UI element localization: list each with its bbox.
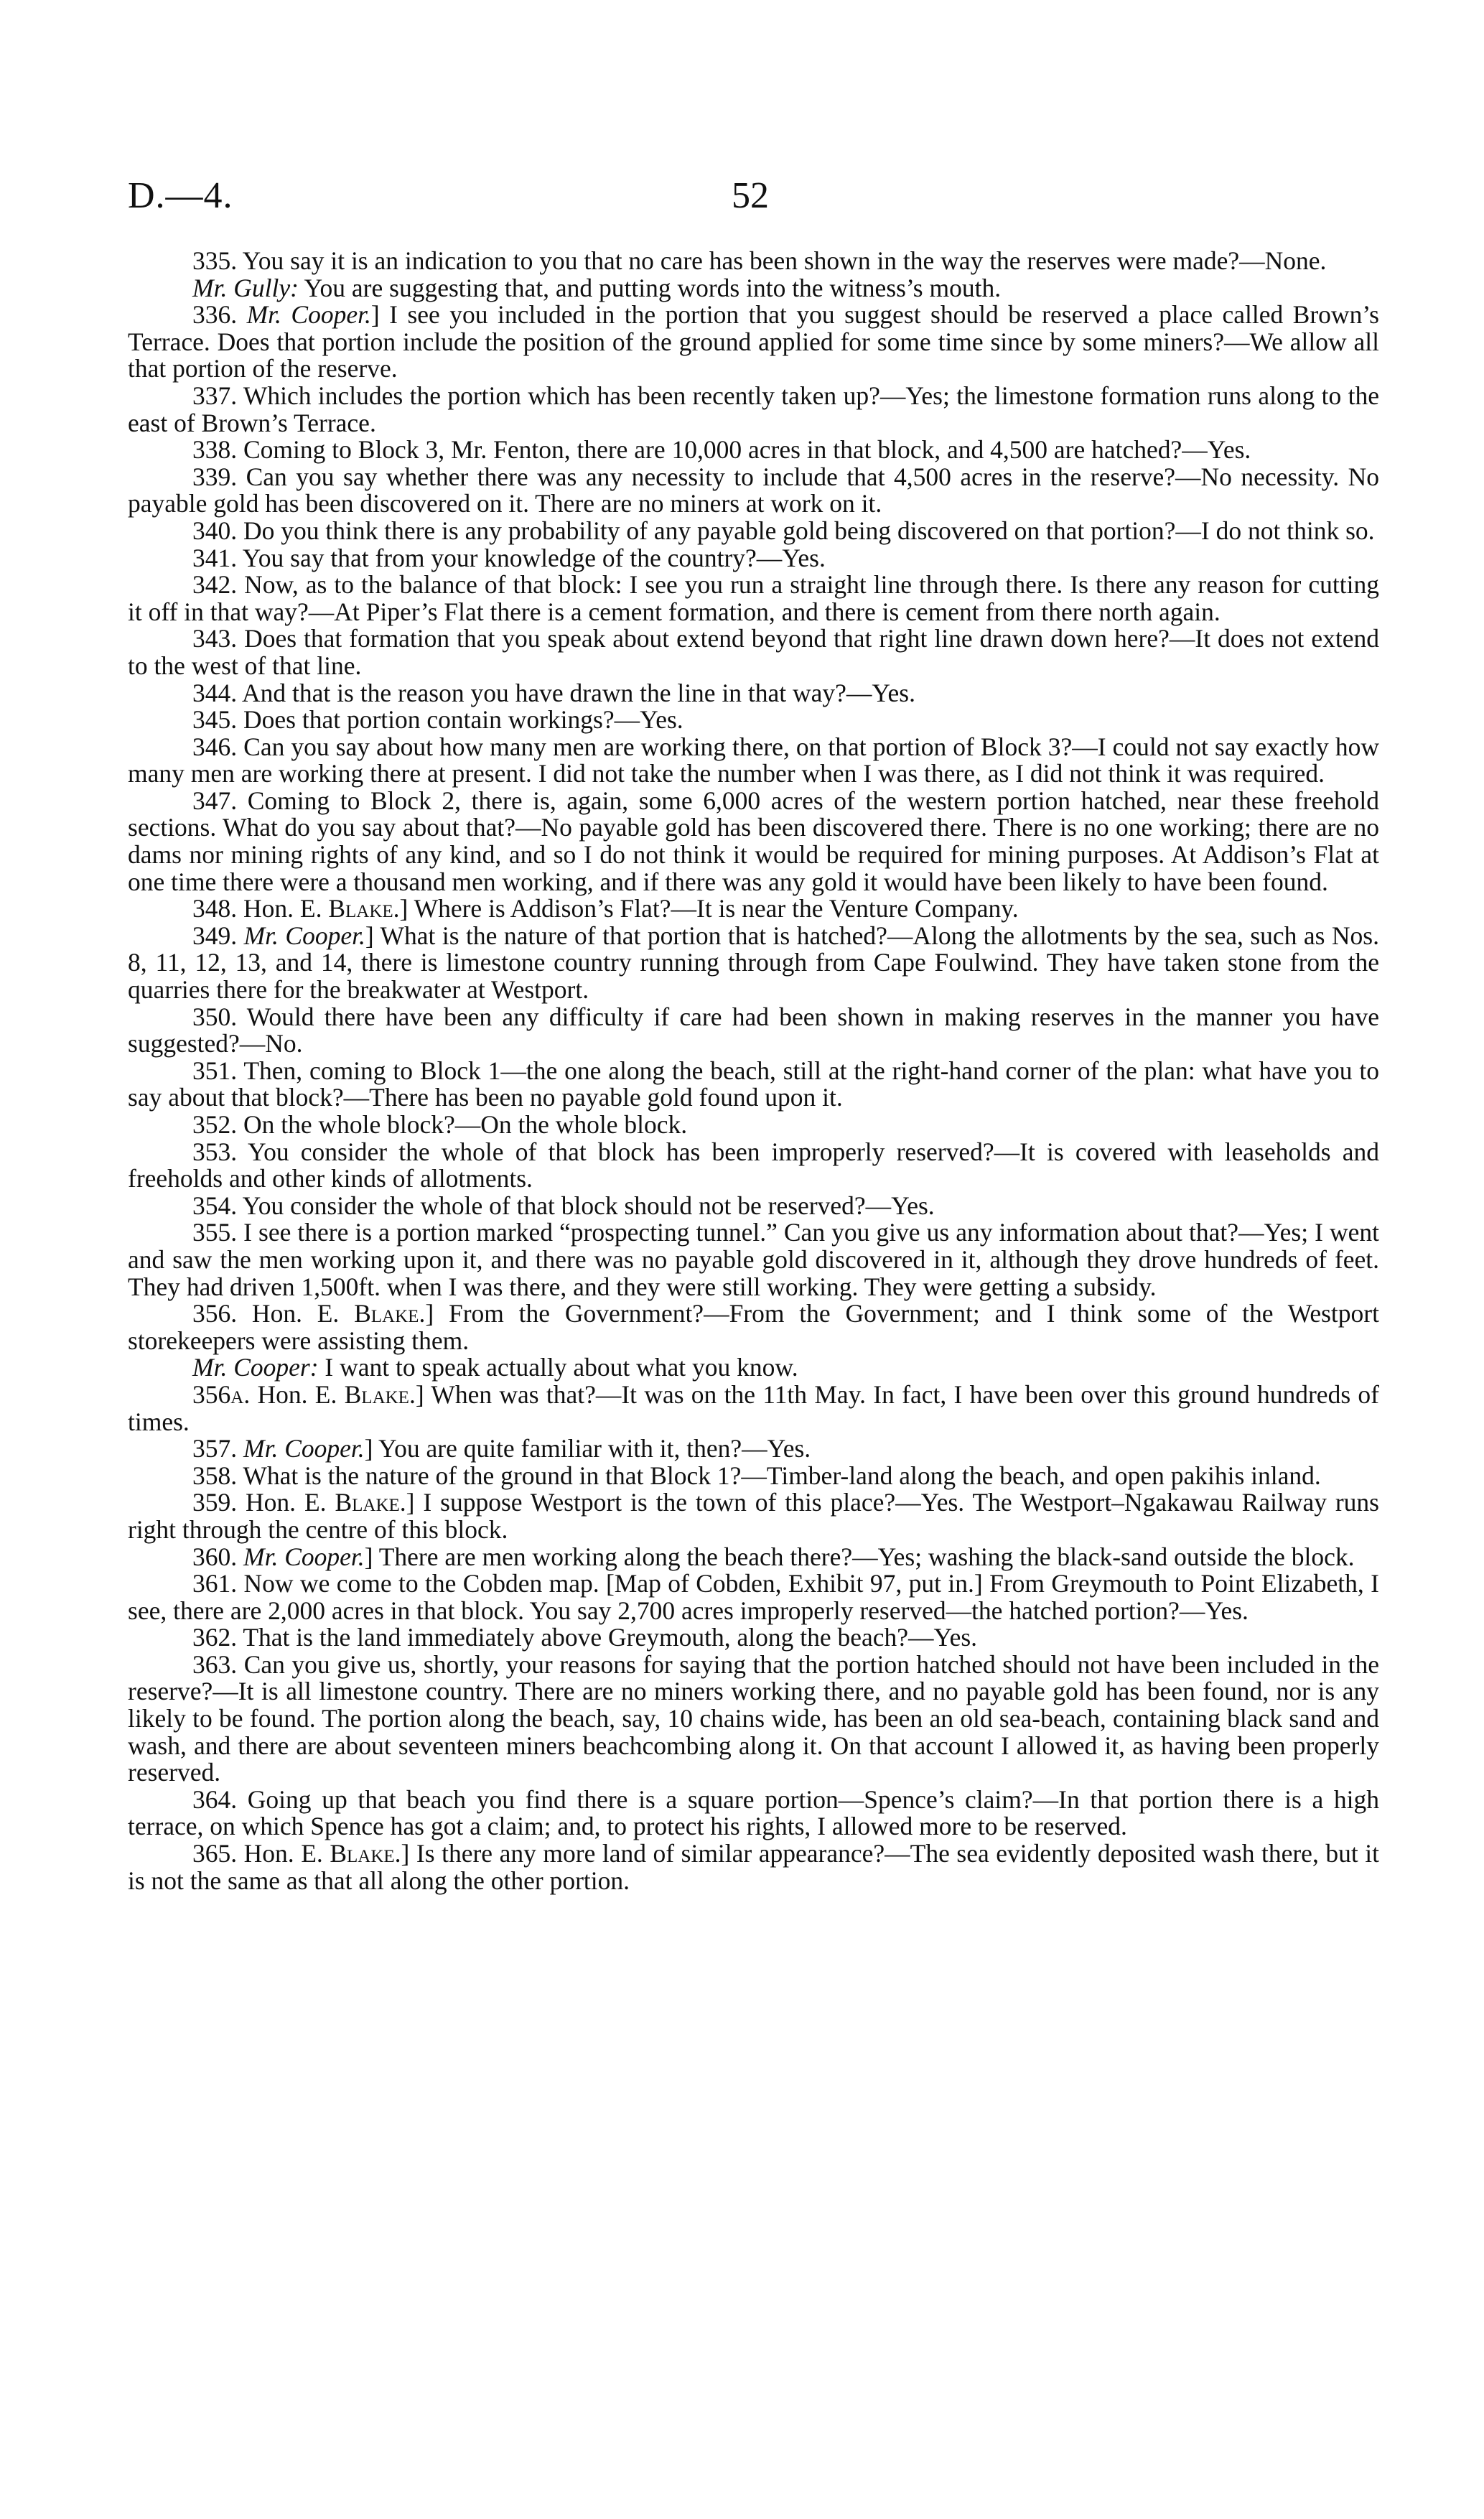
paragraph-text: 352. On the whole block?—On the whole block. [192, 1110, 688, 1139]
paragraph [128, 437, 1379, 464]
page-header [128, 174, 1381, 225]
paragraph-text: ] What is the nature of that portion that is hatched?—Along the allotments by the sea, such as Nos. 8, 11, 12, 13, and 14, there is limestone country running through from Cape Foulwind. They have taken stone from the quarries there for the breakwater at Westport. [128, 921, 1379, 1005]
paragraph-text: 365. Hon. E. [192, 1839, 330, 1868]
paragraph [128, 518, 1379, 545]
paragraph [128, 302, 1379, 383]
paragraph-text: 349. [192, 921, 244, 950]
paragraph-text: 359. Hon. E. [192, 1488, 335, 1517]
evidence-transcript [128, 248, 1379, 1894]
speaker-name: Mr. Cooper. [243, 921, 365, 950]
paragraph-text: 353. You consider the whole of that block has been improperly reserved?—It is covered with leaseholds and freeholds and other kinds of allotments. [128, 1137, 1379, 1193]
paragraph [128, 1300, 1379, 1354]
paragraph-text: .] From the Government?—From the Government; and I think some of the Westport storekeepers were assisting them. [128, 1299, 1379, 1355]
paragraph [128, 788, 1379, 895]
paragraph [128, 1058, 1379, 1112]
paragraph [128, 275, 1379, 302]
paragraph [128, 680, 1379, 707]
speaker-name: Mr. Cooper. [243, 1434, 365, 1463]
paragraph-text: 360. [192, 1542, 243, 1571]
paragraph [128, 1193, 1379, 1220]
paragraph [128, 707, 1379, 734]
paragraph-text: 357. [192, 1434, 243, 1463]
paragraph [128, 1112, 1379, 1139]
paragraph [128, 1784, 1379, 1841]
paragraph-text: 361. Now we come to the Cobden map. [Map of Cobden, Exhibit 97, put in.] From Greymouth to Point Elizabeth, I see, there are 2,000 acres in that block. You say 2,700 acres improperly reserved—the hatched portion?—Yes. [128, 1569, 1379, 1625]
paragraph-text: 339. Can you say whether there was any necessity to include that 4,500 acres in the reserve?—No necessity. No payable gold has been discovered on it. There are no miners at work on it. [128, 462, 1379, 518]
paragraph-text: 344. And that is the reason you have drawn the line in that way?—Yes. [192, 678, 915, 707]
paragraph [128, 1463, 1379, 1490]
paragraph-text: 335. You say it is an indication to you that no care has been shown in the way the reserves were made?—None. [192, 246, 1327, 275]
paragraph-text: 363. Can you give us, shortly, your reasons for saying that the portion hatched should not have been included in the reserve?—It is all limestone country. There are no miners working there, and no payable gold has been found, nor is any likely to be found. The portion along the beach, say, 10 chains wide, has been an old sea-beach, containing black sand and wash, and there are about seventeen miners beachcombing along it. On that account I allowed it, as having been properly reserved. [128, 1649, 1379, 1787]
paragraph-text: .] Where is Addison’s Flat?—It is near the Venture Company. [393, 894, 1019, 923]
speaker-name: Blake [330, 1839, 395, 1868]
paragraph [128, 625, 1379, 679]
paragraph-text: 336. [192, 300, 247, 330]
paragraph-text: 342. Now, as to the balance of that block: I see you run a straight line through there. Is there any reason for cutting it off in that way?—At Piper’s Flat there is a cement formation, and there is cement from there north again. [128, 570, 1379, 626]
paragraph-text: 356. Hon. E. [192, 1299, 355, 1328]
document-reference: D.—4. [128, 175, 233, 216]
paragraph-text: 362. That is the land immediately above Greymouth, along the beach?—Yes. [192, 1623, 978, 1652]
paragraph-text: 355. I see there is a portion marked “prospecting tunnel.” Can you give us any information about that?—Yes; I went and saw the men working upon it, and there was no payable gold discovered in it, although they drove hundreds of feet. They had driven 1,500ft. when I was there, and they were still working. They were getting a subsidy. [128, 1218, 1379, 1301]
paragraph [128, 1570, 1379, 1624]
paragraph-text: ] There are men working along the beach there?—Yes; washing the black-sand outside the block. [364, 1542, 1355, 1571]
paragraph [128, 248, 1379, 275]
paragraph [128, 1544, 1379, 1571]
paragraph-text: .] When was that?—It was on the 11th May. In fact, I have been over this ground hundreds of times. [128, 1379, 1379, 1436]
paragraph [128, 464, 1379, 518]
paragraph-text: 345. Does that portion contain workings?—Yes. [192, 705, 683, 735]
speaker-name: Blake [335, 1488, 400, 1517]
paragraph [128, 734, 1379, 788]
paragraph-text: 341. You say that from your knowledge of the country?—Yes. [192, 543, 826, 572]
paragraph [128, 1219, 1379, 1300]
paragraph [128, 1840, 1379, 1894]
paragraph [128, 1649, 1379, 1787]
paragraph-text: .] Is there any more land of similar appearance?—The sea evidently deposited wash there, but it is not the same as that all along the other portion. [128, 1839, 1379, 1895]
paragraph-text: 343. Does that formation that you speak about extend beyond that right line drawn down here?—It does not extend to the west of that line. [128, 624, 1379, 680]
speaker-name: Blake [344, 1379, 409, 1409]
paragraph [128, 1379, 1379, 1436]
paragraph-text: . Hon. E. [243, 1379, 345, 1409]
paragraph [128, 1139, 1379, 1193]
speaker-name: Blake [354, 1299, 419, 1328]
paragraph-text: You are suggesting that, and putting words into the witness’s mouth. [298, 273, 1002, 302]
paragraph-text: 338. Coming to Block 3, Mr. Fenton, there are 10,000 acres in that block, and 4,500 are hatched?—Yes. [192, 435, 1251, 465]
paragraph [128, 895, 1379, 923]
paragraph-text: 346. Can you say about how many men are working there, on that portion of Block 3?—I could not say exactly how many men are working there at present. I did not take the number when I was there, as I did not think it was required. [128, 732, 1379, 788]
speaker-name: Mr. Cooper: [192, 1353, 319, 1382]
paragraph-text: 347. Coming to Block 2, there is, again, some 6,000 acres of the western portion hatched, near these freehold sections. What do you say about that?—No payable gold has been discovered there. There is no one working; there are no dams nor mining rights of any kind, and so I do not think it would be required for mining purposes. At Addison’s Flat at one time there were a thousand men working, and if there was any gold it would have been likely to have been found. [128, 786, 1379, 896]
paragraph-text: 354. You consider the whole of that block should not be reserved?—Yes. [192, 1191, 935, 1220]
paragraph-text: 364. Going up that beach you find there is a square portion—Spence’s claim?—In that portion there is a high terrace, on which Spence has got a claim; and, to protect his rights, I allowed more to be reserved. [128, 1784, 1379, 1841]
paragraph [128, 1624, 1379, 1652]
page-number: 52 [732, 175, 769, 216]
paragraph-text: I want to speak actually about what you know. [318, 1353, 798, 1382]
paragraph [128, 1489, 1379, 1543]
paragraph-text: 358. What is the nature of the ground in that Block 1?—Timber-land along the beach, and open pakihis inland. [192, 1461, 1321, 1490]
paragraph-text: .] I suppose Westport is the town of this place?—Yes. The Westport–Ngakawau Railway runs right through the centre of this block. [128, 1488, 1379, 1544]
paragraph-text: ] You are quite familiar with it, then?—Yes. [364, 1434, 811, 1463]
paragraph [128, 923, 1379, 1004]
speaker-name: Blake [328, 894, 393, 923]
speaker-name: 356a [192, 1379, 244, 1409]
paragraph-text: ] I see you included in the portion that you suggest should be reserved a place called Brown’s Terrace. Does that portion include the position of the ground applied for some time since by some miners?—We allow all that portion of the reserve. [128, 300, 1380, 383]
paragraph [128, 1354, 1379, 1382]
paragraph-text: 350. Would there have been any difficulty if care had been shown in making reserves in the manner you have suggested?—No. [128, 1002, 1379, 1058]
paragraph [128, 572, 1379, 625]
paragraph [128, 1435, 1379, 1463]
speaker-name: Mr. Cooper. [243, 1542, 365, 1571]
paragraph [128, 383, 1379, 437]
paragraph-text: 351. Then, coming to Block 1—the one along the beach, still at the right-hand corner of the plan: what have you to say about that block?—There has been no payable gold found upon it. [128, 1056, 1379, 1112]
paragraph-text: 340. Do you think there is any probability of any payable gold being discovered on that portion?—I do not think so. [192, 516, 1375, 545]
paragraph [128, 545, 1379, 572]
paragraph [128, 1004, 1379, 1058]
paragraph-text: 337. Which includes the portion which has been recently taken up?—Yes; the limestone formation runs along to the east of Brown’s Terrace. [128, 381, 1379, 437]
speaker-name: Mr. Gully: [192, 273, 299, 302]
speaker-name: Mr. Cooper. [246, 300, 371, 330]
paragraph-text: 348. Hon. E. [192, 894, 329, 923]
